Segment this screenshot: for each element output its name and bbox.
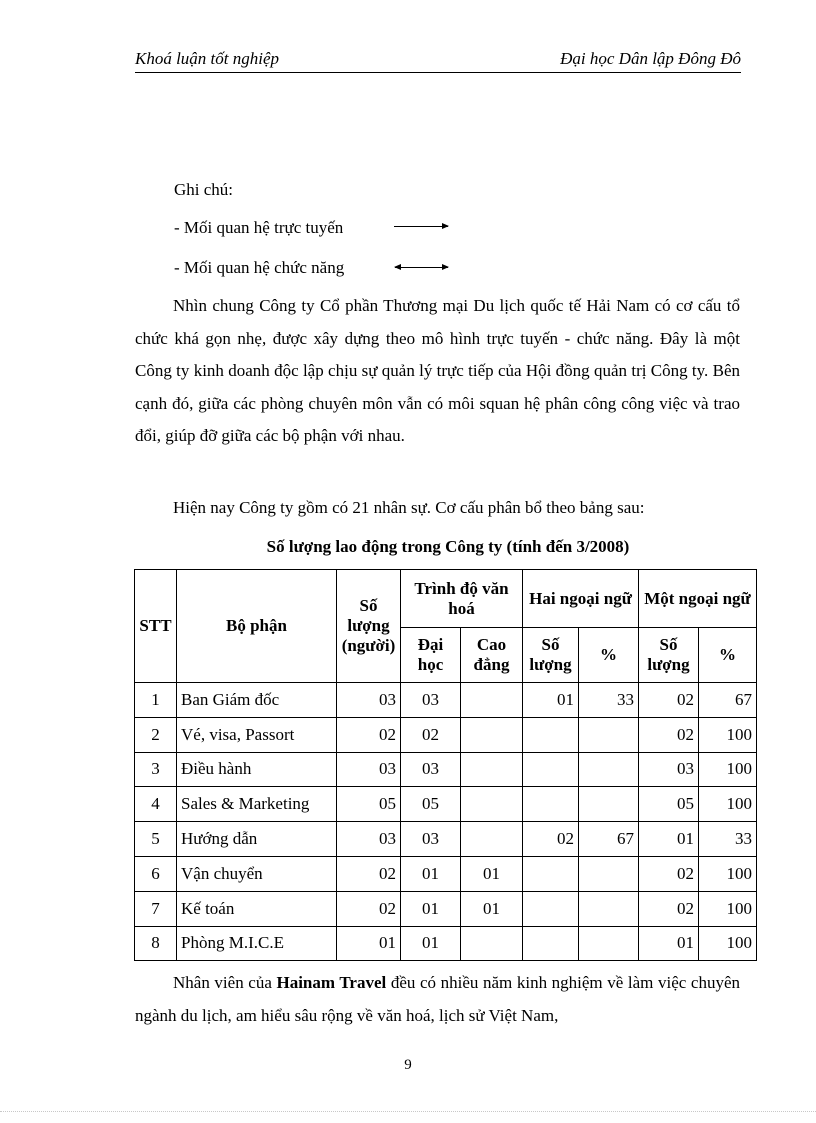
brand-name: Hainam Travel <box>276 973 387 992</box>
cell-count: 02 <box>337 891 401 926</box>
cell-two-lang-percent <box>579 752 639 787</box>
cell-university: 01 <box>401 891 461 926</box>
cell-university: 05 <box>401 787 461 822</box>
cell-one-lang-count: 02 <box>639 891 699 926</box>
cell-one-lang-percent: 100 <box>699 926 757 961</box>
cell-college: 01 <box>461 856 523 891</box>
cell-one-lang-count: 02 <box>639 717 699 752</box>
cell-stt: 6 <box>135 856 177 891</box>
cell-two-lang-percent <box>579 926 639 961</box>
cell-college <box>461 683 523 718</box>
cell-one-lang-count: 01 <box>639 926 699 961</box>
cell-count: 03 <box>337 822 401 857</box>
cell-college <box>461 752 523 787</box>
header-count: Số lượng (người) <box>337 570 401 683</box>
cell-university: 02 <box>401 717 461 752</box>
staff-table <box>134 569 757 961</box>
table-title: Số lượng lao động trong Công ty (tính đến 3/2008) <box>266 537 630 556</box>
cell-two-lang-percent <box>579 856 639 891</box>
cell-one-lang-count: 05 <box>639 787 699 822</box>
page-header <box>135 48 741 73</box>
cell-university: 03 <box>401 822 461 857</box>
table-row <box>135 926 757 961</box>
cell-one-lang-count: 02 <box>639 683 699 718</box>
cell-university: 03 <box>401 752 461 787</box>
cell-two-lang-count <box>523 717 579 752</box>
table-row <box>135 683 757 718</box>
paragraph-closing <box>135 967 740 1032</box>
table-body <box>135 683 757 961</box>
cell-department: Sales & Marketing <box>177 787 337 822</box>
cell-two-lang-count <box>523 752 579 787</box>
cell-one-lang-percent: 67 <box>699 683 757 718</box>
cell-two-lang-percent <box>579 717 639 752</box>
header-one-lang-percent: % <box>699 628 757 683</box>
cell-two-lang-percent: 33 <box>579 683 639 718</box>
note-direct-relation: - Mối quan hệ trực tuyến <box>174 218 344 237</box>
cell-one-lang-count: 02 <box>639 856 699 891</box>
cell-two-lang-count <box>523 891 579 926</box>
table-row <box>135 717 757 752</box>
cell-two-lang-percent: 67 <box>579 822 639 857</box>
cell-count: 02 <box>337 717 401 752</box>
cell-college <box>461 787 523 822</box>
cell-stt: 5 <box>135 822 177 857</box>
header-stt: STT <box>135 570 177 683</box>
closing-after: đều có nhiều năm kinh nghiệm về làm việc chuyên ngành du lịch, am hiểu sâu rộng về văn hoá, lịch sử Việt Nam, <box>135 973 740 1025</box>
cell-stt: 2 <box>135 717 177 752</box>
header-one-lang-count: Số lượng <box>639 628 699 683</box>
header-two-lang-count: Số lượng <box>523 628 579 683</box>
cell-count: 05 <box>337 787 401 822</box>
cell-stt: 1 <box>135 683 177 718</box>
table-row <box>135 752 757 787</box>
cell-one-lang-percent: 100 <box>699 787 757 822</box>
cell-two-lang-count: 01 <box>523 683 579 718</box>
table-row <box>135 891 757 926</box>
cell-stt: 8 <box>135 926 177 961</box>
header-left: Khoá luận tốt nghiệp <box>135 49 280 68</box>
cell-stt: 7 <box>135 891 177 926</box>
cell-count: 03 <box>337 683 401 718</box>
header-right: Đại học Dân lập Đông Đô <box>560 49 741 68</box>
page-bottom-divider <box>0 1111 816 1112</box>
cell-one-lang-percent: 100 <box>699 856 757 891</box>
cell-university: 01 <box>401 926 461 961</box>
cell-department: Điều hành <box>177 752 337 787</box>
cell-one-lang-count: 03 <box>639 752 699 787</box>
header-one-language: Một ngoại ngữ <box>639 570 757 628</box>
cell-department: Hướng dẫn <box>177 822 337 857</box>
cell-two-lang-count: 02 <box>523 822 579 857</box>
cell-one-lang-percent: 33 <box>699 822 757 857</box>
cell-university: 03 <box>401 683 461 718</box>
cell-department: Vé, visa, Passort <box>177 717 337 752</box>
notes-title: Ghi chú: <box>174 180 234 199</box>
cell-department: Kế toán <box>177 891 337 926</box>
cell-one-lang-count: 01 <box>639 822 699 857</box>
header-education: Trình độ văn hoá <box>401 570 523 628</box>
one-way-arrow-icon <box>394 226 448 227</box>
header-college: Cao đẳng <box>461 628 523 683</box>
paragraph-staff-count: Hiện nay Công ty gồm có 21 nhân sự. Cơ cấu phân bổ theo bảng sau: <box>173 498 645 517</box>
cell-department: Vận chuyển <box>177 856 337 891</box>
cell-college <box>461 822 523 857</box>
cell-college <box>461 717 523 752</box>
cell-count: 01 <box>337 926 401 961</box>
page-number: 9 <box>404 1057 412 1073</box>
cell-department: Ban Giám đốc <box>177 683 337 718</box>
cell-one-lang-percent: 100 <box>699 752 757 787</box>
cell-two-lang-count <box>523 856 579 891</box>
cell-stt: 4 <box>135 787 177 822</box>
closing-before: Nhân viên của <box>173 973 277 992</box>
cell-two-lang-count <box>523 787 579 822</box>
cell-stt: 3 <box>135 752 177 787</box>
note-functional-relation: - Mối quan hệ chức năng <box>174 258 345 277</box>
table-row <box>135 822 757 857</box>
cell-two-lang-percent <box>579 891 639 926</box>
header-two-languages: Hai ngoại ngữ <box>523 570 639 628</box>
cell-two-lang-percent <box>579 787 639 822</box>
two-way-arrow-icon <box>395 267 448 268</box>
paragraph-structure: Nhìn chung Công ty Cổ phần Thương mại Du lịch quốc tế Hải Nam có cơ cấu tổ chức khá gọn nhẹ, được xây dựng theo mô hình trực tuyến - chức năng. Đây là một Công ty kinh doanh độc lập chịu sự quản lý trực tiếp của Hội đồng quản trị Công ty. Bên cạnh đó, giữa các phòng chuyên môn vẫn có môi squan hệ phân công công việc và trao đổi, giúp đỡ giữa các bộ phận với nhau. <box>135 296 740 445</box>
cell-university: 01 <box>401 856 461 891</box>
header-university: Đại học <box>401 628 461 683</box>
header-department: Bộ phận <box>177 570 337 683</box>
cell-two-lang-count <box>523 926 579 961</box>
cell-college <box>461 926 523 961</box>
cell-one-lang-percent: 100 <box>699 891 757 926</box>
header-two-lang-percent: % <box>579 628 639 683</box>
cell-one-lang-percent: 100 <box>699 717 757 752</box>
cell-college: 01 <box>461 891 523 926</box>
cell-count: 02 <box>337 856 401 891</box>
table-row <box>135 787 757 822</box>
cell-department: Phòng M.I.C.E <box>177 926 337 961</box>
cell-count: 03 <box>337 752 401 787</box>
table-row <box>135 856 757 891</box>
